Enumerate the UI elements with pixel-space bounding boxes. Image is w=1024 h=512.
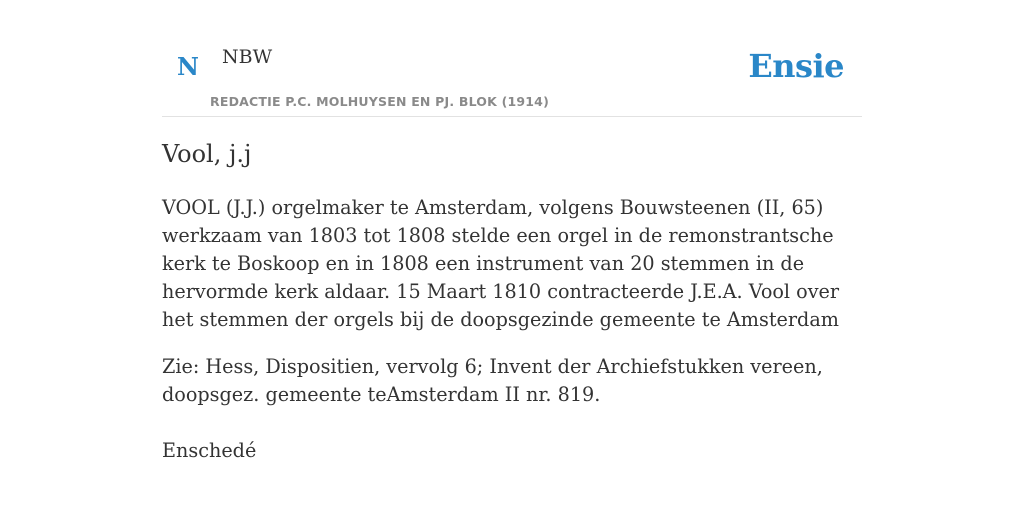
header [162, 0, 862, 117]
source-logo-icon[interactable]: N [177, 52, 199, 81]
entry-content [162, 137, 862, 465]
entry-paragraph-description: VOOL (J.J.) orgelmaker te Amsterdam, volgens Bouwsteenen (II, 65) werkzaam van 1803 tot 1808 stelde een orgel in de remonstrantsche kerk te Boskoop en in 1808 een instrument van 20 stemmen in de hervormde kerk aldaar. 15 Maart 1810 contracteerde J.E.A. Vool over het stemmen der orgels bij de doopsgezinde gemeente te Amsterdam [162, 196, 840, 331]
entry-author: Enschedé [162, 439, 257, 462]
ensie-brand-logo[interactable]: Ensie [748, 47, 844, 85]
entry-title: Vool, j.j [162, 140, 252, 168]
entry-paragraph-references: Zie: Hess, Dispositien, vervolg 6; Invent der Archiefstukken vereen, doopsgez. gemeente teAmsterdam II nr. 819. [162, 355, 823, 406]
source-subtitle: REDACTIE P.C. MOLHUYSEN EN PJ. BLOK (1914) [210, 94, 549, 109]
source-title[interactable]: NBW [222, 46, 273, 68]
